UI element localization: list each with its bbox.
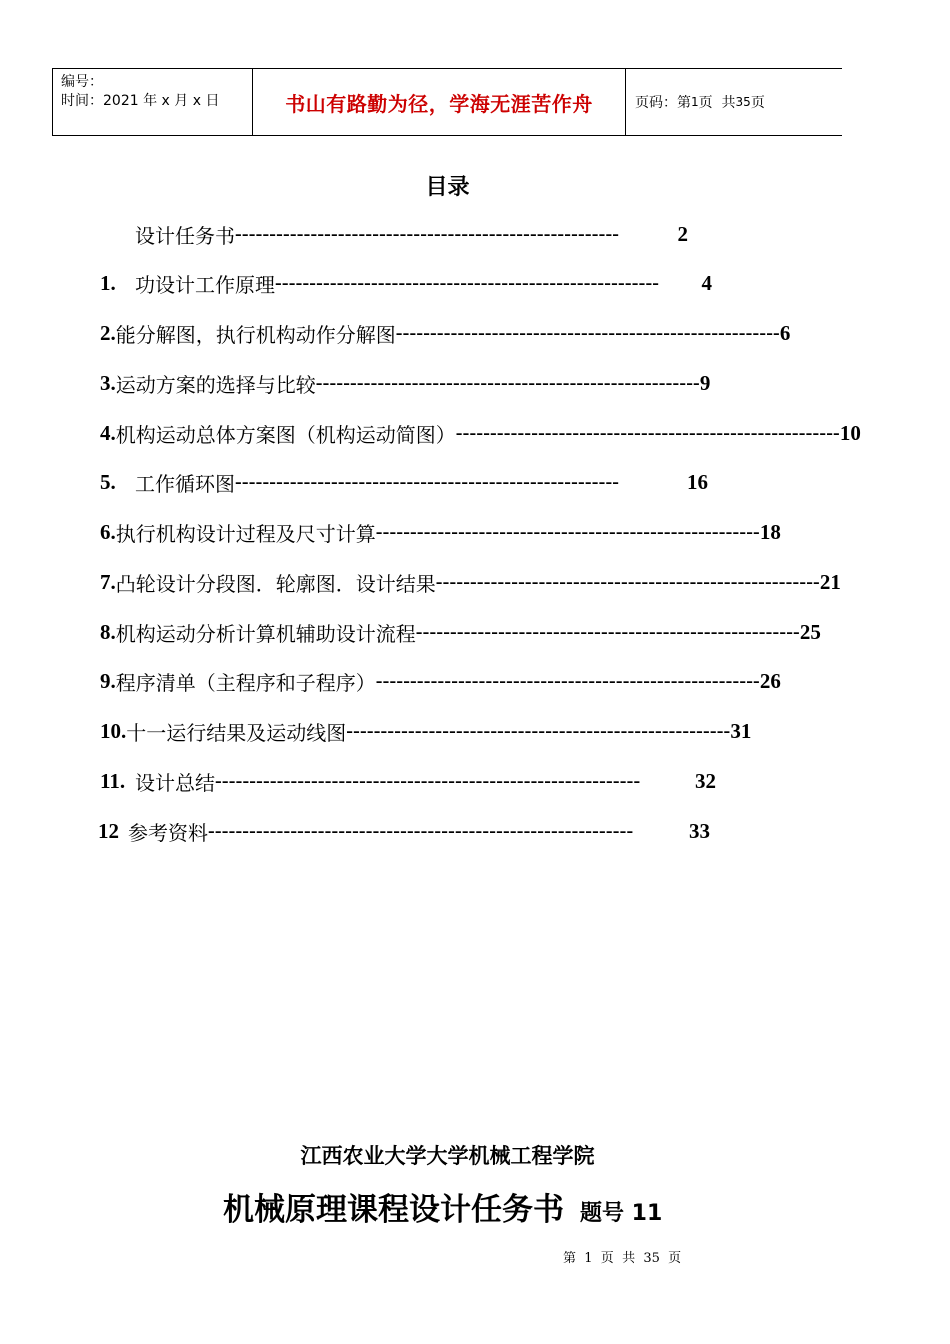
toc-item-page: 26 xyxy=(759,669,781,694)
header-time-label: 时间：2021 年 x 月 x 日 xyxy=(61,93,220,109)
toc-item-leader: -------------------------------------------------------- xyxy=(315,371,700,394)
page-footer: 第 1 页 共 35 页 xyxy=(563,1251,682,1266)
toc-item-leader: -------------------------------------------------------- xyxy=(235,471,620,494)
toc-item-text: 工作循环图 xyxy=(135,472,235,497)
toc-item-number: 6. xyxy=(100,520,116,544)
toc-item-leader: -------------------------------------------------------------- xyxy=(208,819,634,842)
toc-item-number: 11. xyxy=(100,768,126,793)
toc-item[interactable] xyxy=(100,662,781,702)
school-name: 江西农业大学大学机械工程学院 xyxy=(300,1144,595,1168)
toc-item-number: 7. xyxy=(100,569,116,594)
header-page-end: 页 xyxy=(750,95,765,111)
toc-item-leader: -------------------------------------------------------- xyxy=(375,521,760,543)
toc-item-leader: -------------------------------------------------------- xyxy=(346,720,731,742)
toc-item-page: 18 xyxy=(759,520,781,544)
toc-item-text: 设计任务书 xyxy=(135,223,235,248)
page-header xyxy=(52,68,842,136)
toc-item[interactable] xyxy=(100,363,711,403)
toc-item-text: 参考资料 xyxy=(128,820,208,845)
toc-item-page: 16 xyxy=(687,470,708,495)
toc-item[interactable] xyxy=(100,264,712,304)
topic-number: 题号 11 xyxy=(580,1201,663,1226)
toc-item-number: 12 xyxy=(98,818,119,843)
header-left-cell xyxy=(52,69,253,135)
toc-item[interactable] xyxy=(100,214,688,254)
toc-item-number: 5. xyxy=(100,470,116,495)
toc-item-page: 10 xyxy=(839,420,861,445)
toc-item-leader: -------------------------------------------------------- xyxy=(455,421,840,444)
toc-item-leader: -------------------------------------------------------- xyxy=(275,272,660,295)
toc-title: 目录 xyxy=(425,175,470,200)
main-title: 机械原理课程设计任务书 xyxy=(223,1192,564,1228)
header-page-label: 页码：第 xyxy=(635,95,691,111)
header-number-label: 编号： xyxy=(61,74,103,90)
header-page-current: 1 xyxy=(691,95,699,109)
toc-item-page: 33 xyxy=(689,818,710,843)
toc-item-text: 运动方案的选择与比较 xyxy=(115,372,316,397)
toc-item-number: 10. xyxy=(100,719,127,743)
toc-item-page: 2 xyxy=(677,221,688,246)
toc-item-number: 2. xyxy=(100,321,116,345)
toc-item-leader: -------------------------------------------------------- xyxy=(395,322,780,344)
header-motto: 书山有路勤为径，学海无涯苦作舟 xyxy=(285,91,593,116)
toc-item-text: 能分解图，执行机构动作分解图 xyxy=(115,323,396,347)
toc-item-leader: -------------------------------------------------------- xyxy=(235,222,620,245)
toc-item-text: 程序清单（主程序和子程序） xyxy=(115,671,376,696)
toc-item-number: 3. xyxy=(100,370,116,395)
toc-item-leader: -------------------------------------------------------- xyxy=(375,670,760,693)
toc-item-text: 凸轮设计分段图．轮廓图．设计结果 xyxy=(115,571,436,596)
toc-item-page: 9 xyxy=(699,370,711,395)
toc-item-leader: -------------------------------------------------------- xyxy=(435,570,820,593)
toc-item-page: 25 xyxy=(799,619,821,644)
toc-item-leader: -------------------------------------------------------- xyxy=(415,620,800,643)
toc-item[interactable] xyxy=(98,811,710,851)
toc-item-number: 4. xyxy=(100,420,116,445)
toc-item[interactable] xyxy=(100,712,752,752)
toc-item-page: 4 xyxy=(701,271,712,296)
toc-item-text: 机构运动总体方案图（机构运动简图） xyxy=(115,422,456,447)
toc-item[interactable] xyxy=(100,562,841,602)
toc-item[interactable] xyxy=(100,513,781,553)
header-page-total: 35 xyxy=(735,95,751,109)
toc-item-page: 6 xyxy=(779,321,791,345)
toc-item[interactable] xyxy=(100,612,821,652)
toc-item-page: 21 xyxy=(819,569,841,594)
toc-item[interactable] xyxy=(100,463,708,503)
toc-item-number: 1. xyxy=(100,271,116,296)
toc-item[interactable] xyxy=(100,413,861,453)
header-page-cell xyxy=(626,69,842,135)
toc-item[interactable] xyxy=(100,761,716,801)
toc-item-text: 功设计工作原理 xyxy=(135,273,275,298)
toc-item-text: 执行机构设计过程及尺寸计算 xyxy=(115,522,376,546)
toc-item[interactable] xyxy=(100,314,791,354)
toc-item-text: 机构运动分析计算机辅助设计流程 xyxy=(115,621,416,646)
toc-item-leader: -------------------------------------------------------------- xyxy=(215,769,641,792)
header-page-mid: 页 共 xyxy=(698,95,736,111)
toc-item-text: 设计总结 xyxy=(135,770,215,795)
main-title-block xyxy=(223,1184,662,1229)
toc-item-number: 8. xyxy=(100,619,116,644)
toc-item-text: 十一运行结果及运动线图 xyxy=(126,721,347,745)
toc-item-number: 9. xyxy=(100,669,116,694)
header-motto-cell xyxy=(253,69,626,135)
toc-item-page: 31 xyxy=(730,719,752,743)
toc-item-page: 32 xyxy=(695,768,716,793)
